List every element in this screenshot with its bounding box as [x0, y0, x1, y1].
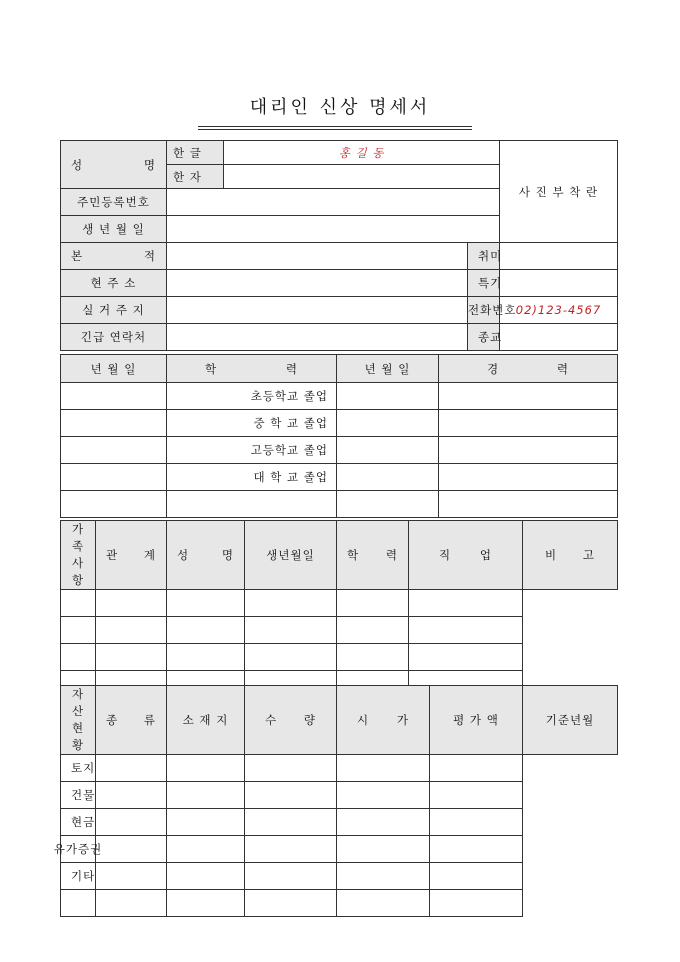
skill-label-part: 특 — [478, 276, 491, 290]
photo-area: 사 진 부 착 란 — [500, 141, 618, 243]
career-date-cell[interactable] — [337, 410, 439, 437]
family-row — [61, 590, 618, 617]
asset-kind-cell — [53, 836, 103, 863]
assets-section-label-char: 자 — [71, 687, 85, 701]
history-date-header: 년 월 일 — [61, 355, 167, 383]
career-cell[interactable] — [439, 437, 618, 464]
asset-cell[interactable] — [245, 809, 337, 836]
assets-header-kind — [96, 686, 167, 755]
name-label-part: 성 — [71, 157, 84, 172]
family-cell[interactable] — [96, 644, 167, 671]
asset-kind-part: 유가증권 — [53, 842, 103, 856]
history-row — [61, 383, 618, 410]
family-cell[interactable] — [96, 590, 167, 617]
asset-kind-part: 물 — [83, 788, 96, 802]
asset-cell[interactable] — [337, 782, 430, 809]
career-cell[interactable] — [439, 464, 618, 491]
education-header — [167, 355, 337, 383]
asset-cell[interactable] — [96, 782, 167, 809]
asset-cell[interactable] — [337, 809, 430, 836]
asset-kind-part: 기 — [71, 869, 84, 883]
family-cell[interactable] — [245, 617, 337, 644]
asset-cell[interactable] — [337, 755, 430, 782]
residence-label: 실 거 주 지 — [61, 297, 167, 324]
asset-cell[interactable] — [245, 782, 337, 809]
assets-header-base-date — [523, 686, 618, 755]
assets-header-part: 가 — [396, 713, 409, 727]
assets-header-part: 종 — [106, 713, 119, 727]
asset-cell[interactable] — [430, 809, 523, 836]
asset-cell[interactable] — [167, 863, 245, 890]
emergency-contact-label: 긴급 연락처 — [61, 324, 167, 351]
assets-row — [61, 755, 618, 782]
family-header-relation — [96, 521, 167, 590]
career-cell[interactable] — [439, 410, 618, 437]
family-header-note — [523, 521, 618, 590]
assets-section-label — [61, 686, 96, 755]
birth-date-label: 생 년 월 일 — [61, 216, 167, 243]
family-header-part: 성 — [177, 548, 190, 562]
hobby-label — [468, 243, 503, 270]
residence-field[interactable] — [167, 297, 468, 324]
education-cell[interactable]: 대 학 교 졸업 — [167, 464, 337, 491]
assets-header-part: 시 — [357, 713, 370, 727]
asset-kind-part: 현 — [71, 815, 84, 829]
assets-header-location — [167, 686, 245, 755]
asset-kind-part: 토 — [71, 761, 84, 775]
career-header-part: 경 — [487, 361, 500, 376]
asset-cell[interactable] — [337, 836, 430, 863]
phone-field[interactable]: 02)123-4567 — [500, 297, 618, 324]
education-cell[interactable] — [167, 491, 337, 518]
family-header-part: 력 — [385, 548, 398, 562]
asset-cell[interactable] — [430, 863, 523, 890]
hobby-label-part: 미 — [490, 249, 503, 263]
history-row — [61, 491, 618, 518]
asset-cell[interactable] — [167, 809, 245, 836]
asset-cell[interactable] — [167, 890, 245, 917]
origin-label — [61, 243, 167, 270]
assets-table — [53, 685, 618, 917]
religion-field[interactable] — [500, 324, 618, 351]
family-cell[interactable] — [167, 644, 245, 671]
asset-cell[interactable] — [96, 863, 167, 890]
origin-field[interactable] — [167, 243, 468, 270]
history-table — [60, 354, 618, 518]
asset-kind-cell — [61, 809, 96, 836]
origin-label-part: 적 — [143, 249, 156, 263]
asset-cell[interactable] — [337, 863, 430, 890]
history-date-cell[interactable] — [61, 437, 167, 464]
asset-kind-cell — [61, 755, 96, 782]
asset-kind-part: 타 — [83, 869, 96, 883]
name-label-part: 명 — [143, 157, 156, 172]
family-header-part: 직 — [439, 548, 452, 562]
family-section-label-char: 항 — [71, 573, 85, 587]
family-row — [61, 617, 618, 644]
address-field[interactable] — [167, 270, 468, 297]
asset-cell[interactable] — [430, 890, 523, 917]
assets-header-appraised-value — [430, 686, 523, 755]
career-date-cell[interactable] — [337, 383, 439, 410]
career-date-header: 년 월 일 — [337, 355, 439, 383]
assets-row — [61, 863, 618, 890]
assets-row — [61, 809, 618, 836]
document-title: 대리인 신상 명세서 — [249, 97, 431, 118]
education-header-part: 력 — [285, 361, 298, 376]
phone-label: 전화번호 — [468, 297, 500, 324]
name-hangul-field[interactable]: 홍 길 동 — [224, 141, 500, 165]
family-header-part: 생년월일 — [266, 548, 315, 562]
family-section-label-char: 족 — [71, 539, 85, 553]
family-header-part: 비 — [545, 548, 558, 562]
family-cell[interactable] — [409, 617, 523, 644]
history-row — [61, 464, 618, 491]
career-header — [439, 355, 618, 383]
assets-row — [61, 890, 618, 917]
assets-header-part: 기준년월 — [545, 713, 595, 727]
assets-header-part: 수 — [265, 713, 278, 727]
family-cell[interactable] — [167, 617, 245, 644]
asset-cell[interactable] — [430, 836, 523, 863]
asset-kind-part: 지 — [83, 761, 96, 775]
hobby-label-part: 취 — [478, 249, 491, 263]
name-hanja-field[interactable] — [224, 165, 500, 189]
assets-header-market-price — [337, 686, 430, 755]
family-header-part: 학 — [347, 548, 360, 562]
hanja-label: 한 자 — [167, 165, 224, 189]
assets-row — [61, 836, 618, 863]
assets-row — [61, 782, 618, 809]
education-cell[interactable]: 고등학교 졸업 — [167, 437, 337, 464]
asset-cell[interactable] — [245, 836, 337, 863]
family-header-part: 명 — [221, 548, 234, 562]
family-header-name — [167, 521, 245, 590]
history-date-cell[interactable] — [61, 410, 167, 437]
asset-cell[interactable] — [96, 890, 167, 917]
career-cell[interactable] — [439, 383, 618, 410]
family-header-education — [337, 521, 409, 590]
assets-header-part: 소 재 지 — [182, 713, 229, 727]
skill-label-part: 기 — [490, 276, 503, 290]
education-cell[interactable]: 초등학교 졸업 — [167, 383, 337, 410]
asset-cell[interactable] — [337, 890, 430, 917]
career-date-cell[interactable] — [337, 437, 439, 464]
family-section-label-char: 사 — [71, 556, 85, 570]
name-label — [61, 141, 167, 189]
title-underline-top — [198, 126, 472, 127]
asset-kind-cell — [61, 782, 96, 809]
family-section-label — [61, 521, 96, 590]
address-label: 현 주 소 — [61, 270, 167, 297]
emergency-contact-field[interactable] — [167, 324, 468, 351]
hobby-field[interactable] — [500, 243, 618, 270]
assets-header-part: 류 — [143, 713, 156, 727]
family-cell[interactable] — [61, 617, 96, 644]
history-row — [61, 410, 618, 437]
family-section-label-char: 가 — [71, 522, 85, 536]
skill-field[interactable] — [500, 270, 618, 297]
asset-cell[interactable] — [245, 890, 337, 917]
career-header-part: 력 — [556, 361, 569, 376]
career-date-cell[interactable] — [337, 464, 439, 491]
asset-cell[interactable] — [167, 755, 245, 782]
family-header-part: 계 — [143, 548, 156, 562]
history-date-cell[interactable] — [61, 491, 167, 518]
family-cell[interactable] — [96, 617, 167, 644]
asset-cell[interactable] — [96, 809, 167, 836]
resident-number-label: 주민등록번호 — [61, 189, 167, 216]
family-header-part: 업 — [479, 548, 492, 562]
assets-section-label-char: 현 — [71, 721, 85, 735]
history-date-cell[interactable] — [61, 383, 167, 410]
history-row — [61, 437, 618, 464]
asset-kind-part: 금 — [83, 815, 96, 829]
religion-label-part: 종 — [478, 330, 491, 344]
history-date-cell[interactable] — [61, 464, 167, 491]
religion-label — [468, 324, 503, 351]
personal-info-table — [60, 140, 618, 351]
family-cell[interactable] — [61, 644, 96, 671]
family-cell[interactable] — [245, 644, 337, 671]
family-cell[interactable] — [245, 590, 337, 617]
career-cell[interactable] — [439, 491, 618, 518]
family-row — [61, 644, 618, 671]
hangul-label: 한 글 — [167, 141, 224, 165]
title-underline-bottom — [198, 129, 472, 130]
assets-header-part: 량 — [303, 713, 316, 727]
family-header-birth — [245, 521, 337, 590]
skill-label — [468, 270, 503, 297]
asset-cell[interactable] — [245, 755, 337, 782]
family-cell[interactable] — [167, 590, 245, 617]
family-cell[interactable] — [61, 590, 96, 617]
asset-kind-cell — [61, 863, 96, 890]
religion-label-part: 교 — [490, 330, 503, 344]
birth-date-field[interactable] — [167, 216, 500, 243]
assets-section-label-char: 황 — [71, 738, 85, 752]
asset-cell[interactable] — [430, 755, 523, 782]
family-cell[interactable] — [337, 617, 409, 644]
asset-cell[interactable] — [167, 782, 245, 809]
career-date-cell[interactable] — [337, 491, 439, 518]
family-cell[interactable] — [409, 590, 523, 617]
asset-cell[interactable] — [430, 782, 523, 809]
assets-section-label-char: 산 — [71, 704, 85, 718]
assets-header-part: 평 가 액 — [453, 713, 499, 727]
resident-number-field[interactable] — [167, 189, 500, 216]
asset-cell[interactable] — [167, 836, 245, 863]
education-header-part: 학 — [205, 361, 218, 376]
asset-kind-part: 건 — [71, 788, 84, 802]
asset-cell[interactable] — [245, 863, 337, 890]
family-cell[interactable] — [337, 644, 409, 671]
family-cell[interactable] — [409, 644, 523, 671]
asset-cell[interactable] — [96, 836, 167, 863]
asset-kind-cell — [61, 890, 96, 917]
family-cell[interactable] — [337, 590, 409, 617]
origin-label-part: 본 — [71, 249, 84, 263]
assets-header-quantity — [245, 686, 337, 755]
education-cell[interactable]: 중 학 교 졸업 — [167, 410, 337, 437]
family-header-job — [409, 521, 523, 590]
asset-cell[interactable] — [96, 755, 167, 782]
family-header-part: 고 — [582, 548, 595, 562]
family-header-part: 관 — [106, 548, 119, 562]
